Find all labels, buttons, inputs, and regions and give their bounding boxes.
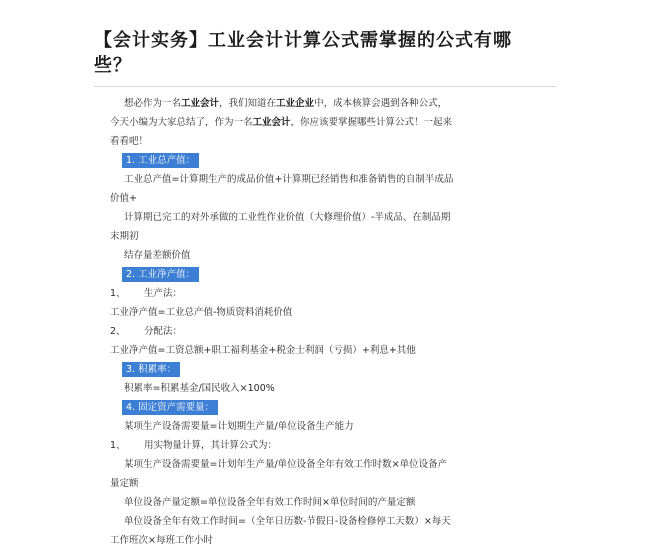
intro-line-1: 想必作为一名工业会计，我们知道在工业企业中，成本核算会遇到各种公式， [124, 98, 448, 109]
section-4-method-row: 1、 用实物量计算，其计算公式为： [110, 440, 278, 451]
section-4-line-5: 工作班次×每班工作小时 [110, 535, 213, 546]
section-heading: 2. 工业净产值： [122, 267, 199, 282]
intro-line-2: 今天小编为大家总结了，作为一名工业会计，你应该要掌握哪些计算公式！一起来 [110, 117, 453, 128]
section-1-line-2: 价值+ [110, 193, 137, 204]
title-divider [94, 86, 556, 87]
section-1-line-1: 工业总产值=计算期生产的成品价值+计算期已经销售和准备销售的自制半成品 [124, 174, 454, 185]
section-3-heading-row [110, 360, 562, 379]
section-4-line-4: 单位设备全年有效工作时间=（全年日历数-节假日-设备检修停工天数）×每天 [124, 516, 451, 527]
section-4-heading-row [110, 398, 562, 417]
section-heading: 4. 固定资产需要量： [122, 400, 218, 415]
section-2-heading-row [110, 265, 562, 284]
section-4-line-1: 某项生产设备需要量=计划年生产量/单位设备全年有效工作时数×单位设备产 [124, 459, 448, 470]
article-title [94, 28, 564, 78]
section-1-line-4: 末期初 [110, 231, 139, 242]
method-2-formula: 工业净产值=工资总额+职工福利基金+税金士利润（亏损）+利息+其他 [110, 345, 416, 356]
section-4-formula: 某项生产设备需要量=计划期生产量/单位设备生产能力 [124, 421, 354, 432]
title-line-2: 些？ [94, 55, 132, 76]
section-1-line-5: 结存量差额价值 [124, 250, 191, 261]
section-1-line-3: 计算期已完工的对外承做的工业性作业价值（大修理价值）-半成品、在制品期 [124, 212, 451, 223]
section-heading: 3. 积累率： [122, 362, 180, 377]
method-2-row: 2、 分配法： [110, 326, 183, 337]
section-4-line-3: 单位设备产量定额=单位设备全年有效工作时间×单位时间的产量定额 [124, 497, 416, 508]
section-4-line-2: 量定额 [110, 478, 139, 489]
title-line-1: 【会计实务】工业会计计算公式需掌握的公式有哪 [94, 30, 512, 51]
article-body [110, 94, 562, 550]
section-1-heading-row [110, 151, 562, 170]
method-1-row: 1、 生产法： [110, 288, 183, 299]
intro-line-3: 看看吧！ [110, 136, 149, 147]
section-heading: 1. 工业总产值： [122, 153, 199, 168]
method-1-formula: 工业净产值=工业总产值-物质资料消耗价值 [110, 307, 293, 318]
section-3-formula: 积累率=积累基金/国民收入×100% [124, 383, 275, 394]
